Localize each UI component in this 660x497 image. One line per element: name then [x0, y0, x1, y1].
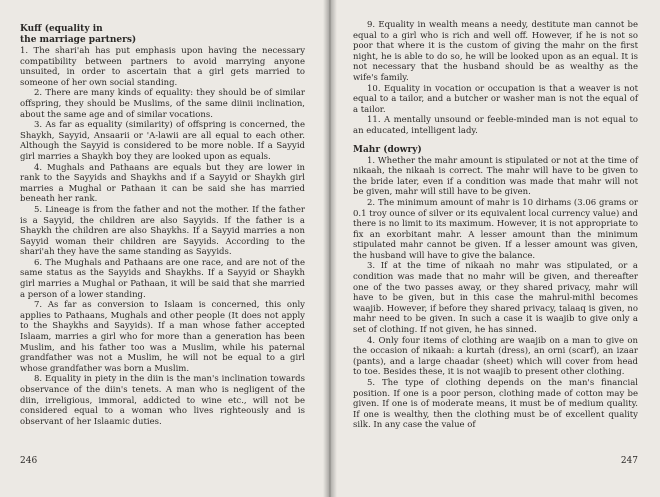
paragraph: 9. Equality in wealth means a needy, destitute man cannot be equal to a girl who is rich and well off. However, if he is not so poor that where it is the custom of giving the mahr on the first night, he is able to do so, he will be looked upon as an equal. It is not necessary that the husband should be as wealthy as the wife's family.: [353, 20, 638, 83]
right-page: [331, 0, 660, 497]
paragraph: 4. Mughals and Pathaans are equals but they are lower in rank to the Sayyids and Shaykhs and if a Sayyid or Shaykh girl marries a Mughal or Pathaan it can be said she has married beneath her rank.: [20, 162, 305, 205]
paragraph: 3. As far as equality (similarity) of offspring is concerned, the Shaykh, Sayyid, Ansaarii or 'A-lawii are all equal to each other. Although the Sayyid is considered to be more noble. If a Sayyid girl marries a Shaykh boy they are looked upon as equals.: [20, 120, 305, 162]
paragraph: 4. Only four items of clothing are waajib on a man to give on the occasion of nikaah: a kurtah (dress), an orni (scarf), an izaar (pants), and a large chaadar (sheet) which will cover from head to toe. Besides these, it is not waajib to present other clothing.: [353, 335, 638, 378]
paragraph: 3. If at the time of nikaah no mahr was stipulated, or a condition was made that no mahr will be given, and thereafter one of the two passes away, or they shared privacy, mahr will have to be given, but in this case the mahrul-mithl becomes waajib. However, if before they shared privacy, talaaq is given, no mahr need to be given. In such a case it is waajib to give only a set of clothing. If not given, he has sinned.: [353, 261, 638, 336]
section-spacer: [353, 137, 638, 145]
left-page: [0, 0, 329, 497]
page-number-right: 247: [620, 456, 638, 467]
page-number-left: 246: [20, 456, 38, 467]
paragraph: 5. The type of clothing depends on the man's financial position. If one is a poor person, clothing made of cotton may be given. If one is of moderate means, it must be of medium quality. If one is wealthy, then the clothing must be of excellent quality silk. In any case the value of: [353, 378, 638, 431]
paragraph: 6. The Mughals and Pathaans are one race, and are not of the same status as the Sayyids and Shaykhs. If a Sayyid or Shaykh girl marries a Mughal or Pathaan, it will be said that she married a person of a lower standing.: [20, 257, 305, 300]
paragraph: 10. Equality in vocation or occupation is that a weaver is not equal to a tailor, and a butcher or washer man is not the equal of a tailor.: [353, 83, 638, 115]
paragraph: 11. A mentally unsound or feeble-minded man is not equal to an educated, intelligent lady.: [353, 115, 638, 136]
paragraph: 7. As far as conversion to Islaam is concerned, this only applies to Pathaans, Mughals and other people (It does not apply to the Shaykhs and Sayyids). If a man whose father accepted Islaam, marries a girl who for more than a generation has been Muslim, and his father too was a Muslim, while his paternal grandfather was not a Muslim, he will not be equal to a girl whose grandfather was born a Muslim.: [20, 300, 305, 374]
paragraph: 5. Lineage is from the father and not the mother. If the father is a Sayyid, the children are also Sayyids. If the father is a Shaykh the children are also Shaykhs. If a Sayyid marries a non Sayyid woman their children are Sayyids. According to the shari'ah they have the same standing as Sayyids.: [20, 204, 305, 258]
book-gutter: [323, 0, 337, 497]
paragraph: 2. There are many kinds of equality: they should be of similar offspring, they should be Muslims, of the same diinii inclination, about the same age and of similar vocations.: [20, 88, 305, 120]
paragraph: 8. Equality in piety in the diin is the man's inclination towards observance of the diin's tenets. A man who is negligent of the diin, irreligious, immoral, addicted to wine etc., will not be considered equal to a woman who lives righteously and is observant of her Islaamic duties.: [20, 374, 305, 427]
section-title-kuff: Kuff (equality in: [20, 24, 103, 34]
paragraph: 1. Whether the mahr amount is stipulated or not at the time of nikaah, the nikaah is correct. The mahr will have to be given to the bride later, even if a condition was made that mahr will not be given, mahr will still have to be given.: [353, 155, 638, 198]
section-subtitle-kuff: the marriage partners): [20, 35, 137, 45]
section-title-mahr: Mahr (dowry): [353, 144, 422, 155]
paragraph: 2. The minimum amount of mahr is 10 dirhams (3.06 grams or 0.1 troy ounce of silver or its equivalent local currency value) and there is no limit to its maximum. However, it is not appropriate to fix an exorbitant mahr. A lesser amount than the minimum stipulated mahr cannot be given. If a lesser amount was given, the husband will have to give the balance.: [353, 197, 638, 261]
paragraph: 1. The shari'ah has put emphasis upon having the necessary compatibility between partners to avoid marrying anyone unsuited, in order to ascertain that a girl gets married to someone of her own social standing.: [20, 46, 305, 88]
